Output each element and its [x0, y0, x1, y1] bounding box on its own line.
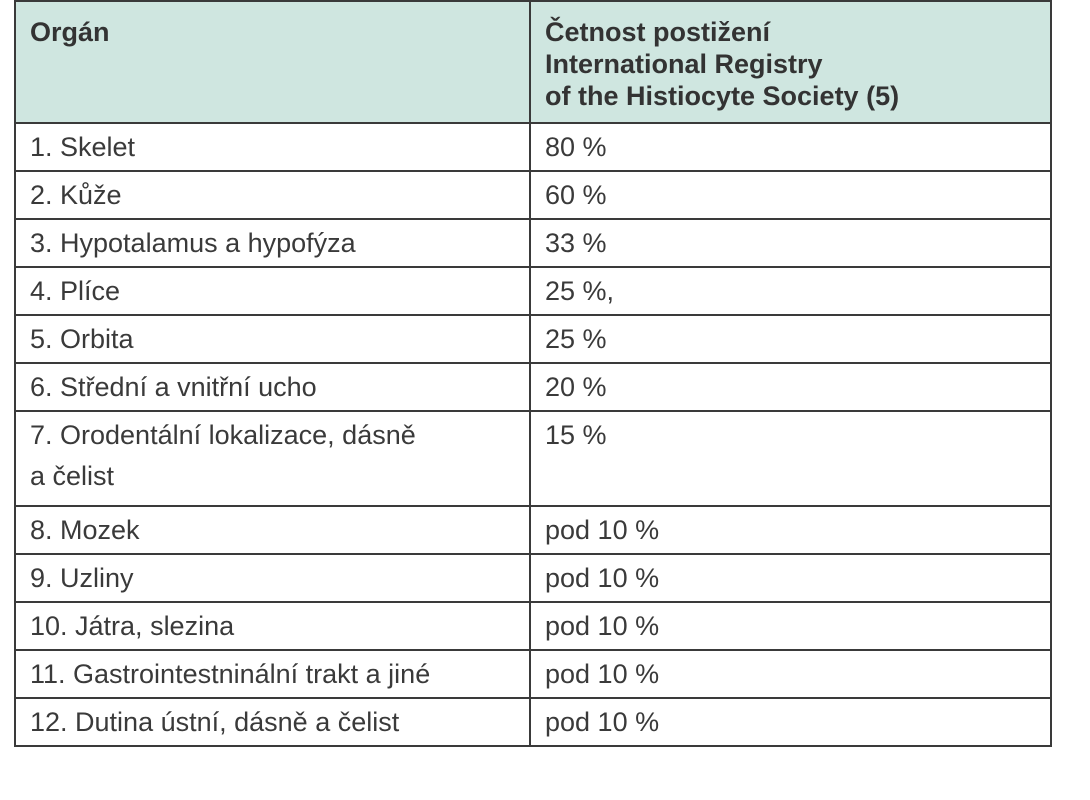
organ-cell: 2. Kůže: [15, 171, 530, 219]
organ-cell: 4. Plíce: [15, 267, 530, 315]
organ-cell: 10. Játra, slezina: [15, 602, 530, 650]
frequency-cell: pod 10 %: [530, 698, 1051, 746]
table-row: [15, 171, 1051, 219]
table-row: [15, 219, 1051, 267]
frequency-cell: pod 10 %: [530, 506, 1051, 554]
frequency-cell: 25 %,: [530, 267, 1051, 315]
header-organ: Orgán: [15, 1, 530, 123]
table-row: [15, 123, 1051, 171]
header-frequency-line-2: International Registry: [545, 49, 823, 79]
table-body: [15, 123, 1051, 746]
frequency-cell: pod 10 %: [530, 602, 1051, 650]
organ-cell: 7. Orodentální lokalizace, dásně a čelist: [15, 411, 530, 506]
header-frequency-line-1: Četnost postižení: [545, 17, 771, 47]
table-header: [15, 1, 1051, 123]
frequency-cell: 60 %: [530, 171, 1051, 219]
table-row: [15, 650, 1051, 698]
organ-cell: 5. Orbita: [15, 315, 530, 363]
organ-cell: 8. Mozek: [15, 506, 530, 554]
frequency-cell: 15 %: [530, 411, 1051, 506]
table-row: [15, 506, 1051, 554]
frequency-cell: 25 %: [530, 315, 1051, 363]
table-row: [15, 315, 1051, 363]
frequency-cell: pod 10 %: [530, 554, 1051, 602]
organ-cell: 9. Uzliny: [15, 554, 530, 602]
table-row: [15, 698, 1051, 746]
organ-cell: 3. Hypotalamus a hypofýza: [15, 219, 530, 267]
header-frequency: [530, 1, 1051, 123]
organ-cell: 6. Střední a vnitřní ucho: [15, 363, 530, 411]
table-row: [15, 267, 1051, 315]
organ-cell: 1. Skelet: [15, 123, 530, 171]
organ-frequency-table: [14, 0, 1052, 747]
header-frequency-line-3: of the Histiocyte Society (5): [545, 81, 900, 111]
header-row: [15, 1, 1051, 123]
table-row: [15, 363, 1051, 411]
organ-cell: 11. Gastrointestninální trakt a jiné: [15, 650, 530, 698]
frequency-cell: pod 10 %: [530, 650, 1051, 698]
frequency-cell: 80 %: [530, 123, 1051, 171]
table-row: [15, 411, 1051, 506]
organ-cell: 12. Dutina ústní, dásně a čelist: [15, 698, 530, 746]
table-row: [15, 602, 1051, 650]
frequency-cell: 20 %: [530, 363, 1051, 411]
frequency-cell: 33 %: [530, 219, 1051, 267]
table-row: [15, 554, 1051, 602]
